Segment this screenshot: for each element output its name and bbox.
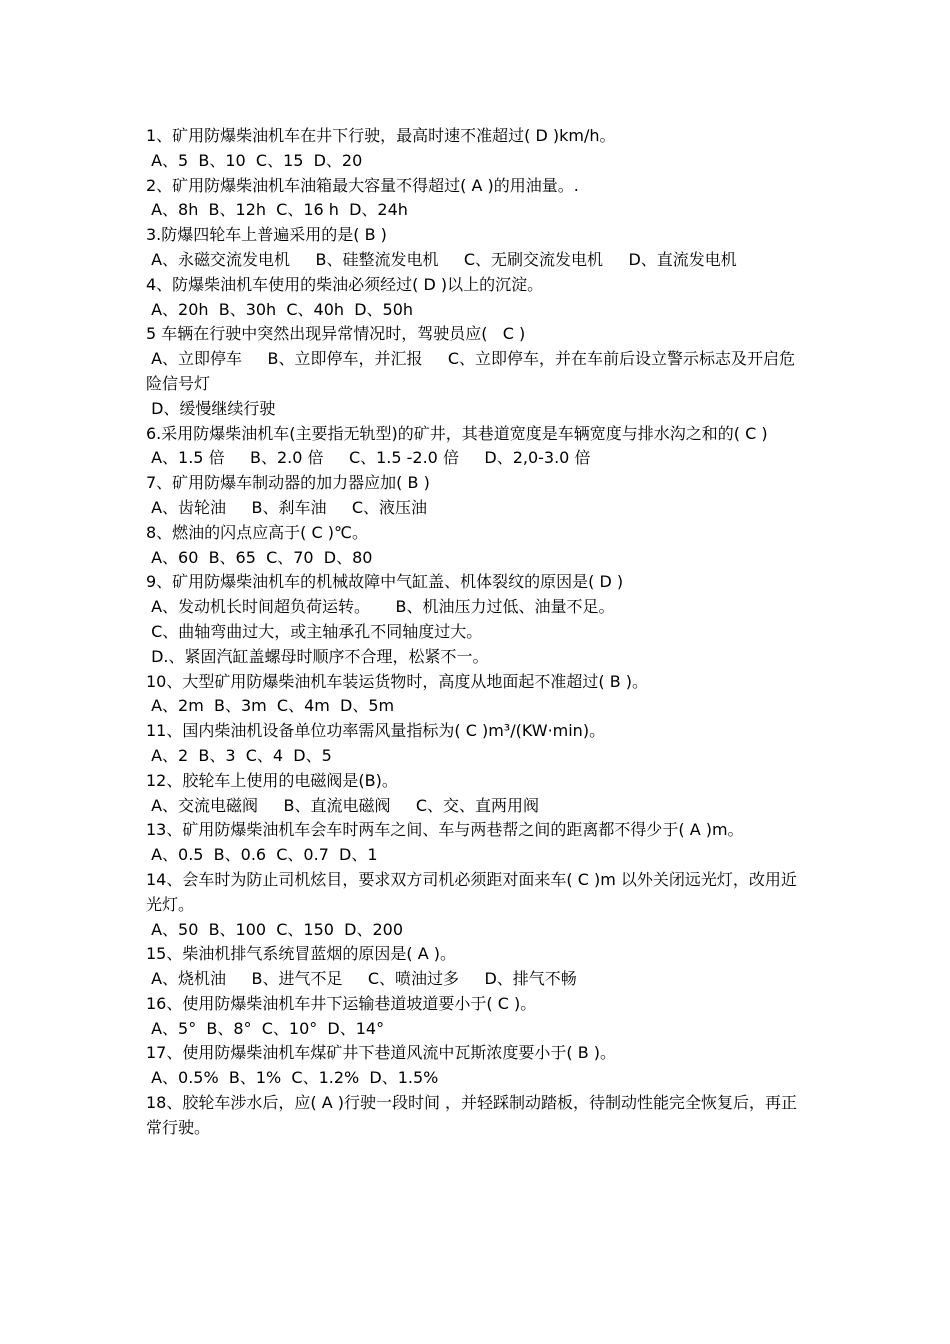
text-line: 5 车辆在行驶中突然出现异常情况时，驾驶员应( C ) [146,324,526,344]
text-line: 14、会车时为防止司机炫目，要求双方司机必须距对面来车( C )m 以外关闭远光灯，改用近光灯。 [146,869,797,914]
text-line: A、2m B、3m C、4m D、5m [146,696,395,716]
text-line: A、2 B、3 C、4 D、5 [146,745,332,765]
text-line: 9、矿用防爆柴油机车的机械故障中气缸盖、机体裂纹的原因是( D ) [146,572,624,592]
text-line: 8、燃油的闪点应高于( C )℃。 [146,522,368,542]
text-line: 11、国内柴油机设备单位功率需风量指标为( C )m³/(KW·min)。 [146,721,606,741]
text-line: A、发动机长时间超负荷运转。 B、机油压力过低、油量不足。 [146,597,615,617]
text-line: 4、防爆柴油机车使用的柴油必须经过( D )以上的沉淀。 [146,274,544,294]
text-line: A、5 B、10 C、15 D、20 [146,150,363,170]
text-line: 6.采用防爆柴油机车(主要指无轨型)的矿井，其巷道宽度是车辆宽度与排水沟之和的( C ) [146,423,768,443]
text-line: A、8h B、12h C、16 h D、24h [146,200,408,220]
text-line: D.、紧固汽缸盖螺母时顺序不合理，松紧不一。 [146,646,489,666]
text-line: A、60 B、65 C、70 D、80 [146,547,373,567]
text-line: 13、矿用防爆柴油机车会车时两车之间、车与两巷帮之间的距离都不得少于( A )m。 [146,820,744,840]
text-line: D、缓慢继续行驶 [146,398,276,418]
text-line: A、5° B、8° C、10° D、14° [146,1018,385,1038]
text-line: 18、胶轮车涉水后，应( A )行驶一段时间 ，并轻踩制动踏板，待制动性能完全恢复后，再正常行驶。 [146,1093,798,1137]
text-line: A、齿轮油 B、刹车油 C、液压油 [146,497,428,517]
text-line: 1、矿用防爆柴油机车在井下行驶，最高时速不准超过( D )km/h。 [146,126,616,145]
text-line: A、交流电磁阀 B、直流电磁阀 C、交、直两用阀 [146,795,540,815]
text-line: A、立即停车 B、立即停车，并汇报 C、立即停车，并在车前后设立警示标志及开启危险信号灯 [146,349,796,393]
text-line: A、20h B、30h C、40h D、50h [146,299,414,319]
text-line: 10、大型矿用防爆柴油机车装运货物时，高度从地面起不准超过( B )。 [146,671,648,691]
text-line: A、50 B、100 C、150 D、200 [146,919,404,939]
text-line: 15、柴油机排气系统冒蓝烟的原因是( A )。 [146,944,456,964]
text-line: C、曲轴弯曲过大，或主轴承孔不同轴度过大。 [146,621,483,641]
text-line: 7、矿用防爆车制动器的加力器应加( B ) [146,473,430,493]
text-line: 16、使用防爆柴油机车井下运输巷道坡道要小于( C )。 [146,993,537,1013]
text-line: A、永磁交流发电机 B、硅整流发电机 C、无刷交流发电机 D、直流发电机 [146,249,737,269]
document-body [146,124,810,1141]
text-line: A、0.5 B、0.6 C、0.7 D、1 [146,845,378,865]
text-line: 12、胶轮车上使用的电磁阀是(B)。 [146,770,398,790]
text-line: A、1.5 倍 B、2.0 倍 C、1.5 -2.0 倍 D、2,0-3.0 倍 [146,448,591,468]
text-line: A、烧机油 B、进气不足 C、喷油过多 D、排气不畅 [146,969,577,989]
text-line: 17、使用防爆柴油机车煤矿井下巷道风流中瓦斯浓度要小于( B )。 [146,1043,616,1063]
text-line: 3.防爆四轮车上普遍采用的是( B ) [146,225,387,245]
text-line: 2、矿用防爆柴油机车油箱最大容量不得超过( A )的用油量。. [146,175,579,195]
text-line: A、0.5% B、1% C、1.2% D、1.5% [146,1068,439,1088]
